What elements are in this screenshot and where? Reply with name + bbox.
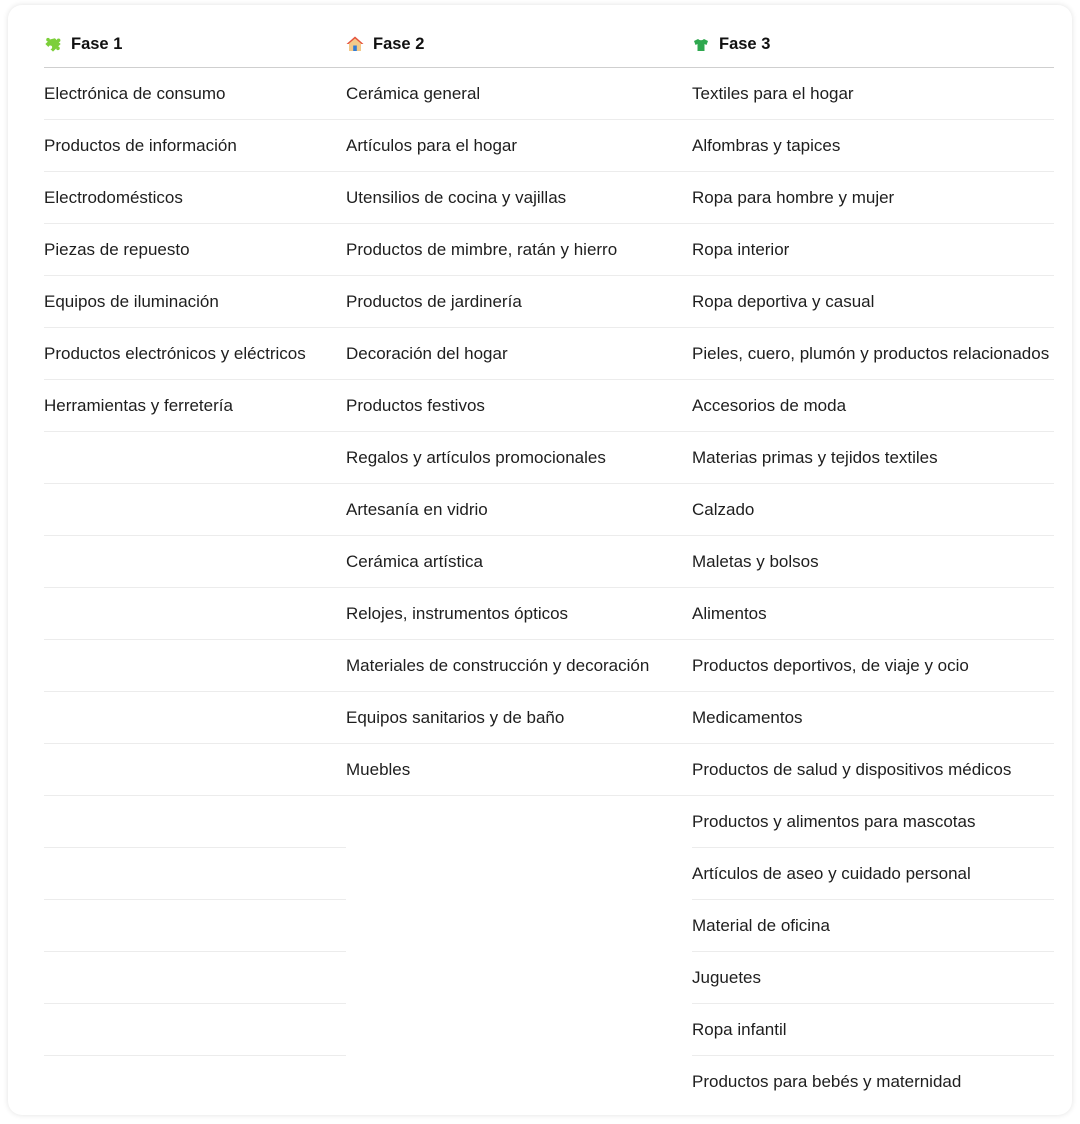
fase1-empty-cell	[44, 1004, 346, 1056]
fase3-item: Medicamentos	[692, 692, 1054, 744]
fase2-item: Utensilios de cocina y vajillas	[346, 172, 692, 224]
fase3-item: Juguetes	[692, 952, 1054, 1004]
table-row	[44, 1004, 1054, 1056]
table-row	[44, 224, 1054, 276]
house-icon	[346, 35, 364, 53]
fase2-item: Cerámica artística	[346, 536, 692, 588]
fase3-item: Ropa infantil	[692, 1004, 1054, 1056]
fase1-empty-cell	[44, 952, 346, 1004]
fase2-empty-cell	[346, 796, 692, 848]
phases-table	[44, 21, 1054, 1108]
table-row	[44, 172, 1054, 224]
header-fase-2	[346, 21, 692, 67]
fase3-item: Pieles, cuero, plumón y productos relacionados	[692, 328, 1054, 380]
fase1-item: Equipos de iluminación	[44, 276, 346, 328]
fase1-empty-cell	[44, 900, 346, 952]
fase2-empty-cell	[346, 1056, 692, 1108]
fase3-item: Materias primas y tejidos textiles	[692, 432, 1054, 484]
fase1-item: Electrodomésticos	[44, 172, 346, 224]
fase1-empty-cell	[44, 484, 346, 536]
fase3-item: Alimentos	[692, 588, 1054, 640]
fase3-item: Textiles para el hogar	[692, 68, 1054, 120]
shirt-icon	[692, 35, 710, 53]
fase1-empty-cell	[44, 692, 346, 744]
fase2-item: Cerámica general	[346, 68, 692, 120]
table-row	[44, 432, 1054, 484]
fase3-item: Alfombras y tapices	[692, 120, 1054, 172]
header-fase-3-label: Fase 3	[719, 34, 771, 53]
fase1-item: Electrónica de consumo	[44, 68, 346, 120]
table-row	[44, 1056, 1054, 1108]
fase2-item: Productos de mimbre, ratán y hierro	[346, 224, 692, 276]
fase2-empty-cell	[346, 900, 692, 952]
table-row	[44, 640, 1054, 692]
fase2-item: Muebles	[346, 744, 692, 796]
fase3-item: Ropa para hombre y mujer	[692, 172, 1054, 224]
table-row	[44, 952, 1054, 1004]
fase1-empty-cell	[44, 588, 346, 640]
fase1-empty-cell	[44, 744, 346, 796]
fase1-item: Productos electrónicos y eléctricos	[44, 328, 346, 380]
fase1-item: Piezas de repuesto	[44, 224, 346, 276]
table-row	[44, 536, 1054, 588]
fase1-empty-cell	[44, 848, 346, 900]
fase2-empty-cell	[346, 952, 692, 1004]
table-row	[44, 120, 1054, 172]
fase1-item: Productos de información	[44, 120, 346, 172]
fase3-item: Productos para bebés y maternidad	[692, 1072, 962, 1091]
fase2-item: Regalos y artículos promocionales	[346, 432, 692, 484]
table-row	[44, 276, 1054, 328]
fase2-item: Equipos sanitarios y de baño	[346, 692, 692, 744]
table-row	[44, 328, 1054, 380]
table-row	[44, 588, 1054, 640]
table-row	[44, 900, 1054, 952]
table-row	[44, 796, 1054, 848]
fase3-item: Productos y alimentos para mascotas	[692, 796, 1054, 848]
fase3-item: Artículos de aseo y cuidado personal	[692, 848, 1054, 900]
fase2-item: Relojes, instrumentos ópticos	[346, 588, 692, 640]
header-fase-1	[44, 21, 346, 67]
fase2-item: Artículos para el hogar	[346, 120, 692, 172]
fase2-item: Materiales de construcción y decoración	[346, 640, 692, 692]
table-row	[44, 848, 1054, 900]
table-row	[44, 380, 1054, 432]
table-row	[44, 68, 1054, 120]
header-fase-3	[692, 21, 1054, 67]
fase3-item: Productos deportivos, de viaje y ocio	[692, 640, 1054, 692]
fase1-empty-cell	[44, 796, 346, 848]
fase3-item: Ropa deportiva y casual	[692, 276, 1054, 328]
table-body	[44, 68, 1054, 1108]
fase1-empty-cell	[44, 432, 346, 484]
phases-card	[8, 5, 1072, 1115]
fase1-empty-cell	[44, 1056, 346, 1108]
fase2-item: Decoración del hogar	[346, 328, 692, 380]
header-fase-1-label: Fase 1	[71, 34, 123, 53]
fase2-item: Productos de jardinería	[346, 276, 692, 328]
fase2-item: Artesanía en vidrio	[346, 484, 692, 536]
header-fase-2-label: Fase 2	[373, 34, 425, 53]
table-row	[44, 692, 1054, 744]
table-header-row	[44, 21, 1054, 68]
fase1-empty-cell	[44, 640, 346, 692]
table-row	[44, 484, 1054, 536]
fase2-empty-cell	[346, 848, 692, 900]
fase3-item: Maletas y bolsos	[692, 536, 1054, 588]
fase3-item: Calzado	[692, 484, 1054, 536]
fase3-item: Productos de salud y dispositivos médicos	[692, 744, 1054, 796]
fase1-item: Herramientas y ferretería	[44, 380, 346, 432]
fase2-empty-cell	[346, 1004, 692, 1056]
fase3-item: Ropa interior	[692, 224, 1054, 276]
table-row	[44, 744, 1054, 796]
fase1-empty-cell	[44, 536, 346, 588]
fase2-item: Productos festivos	[346, 380, 692, 432]
fase3-item: Accesorios de moda	[692, 380, 1054, 432]
fase3-item: Material de oficina	[692, 900, 1054, 952]
puzzle-icon	[44, 35, 62, 53]
